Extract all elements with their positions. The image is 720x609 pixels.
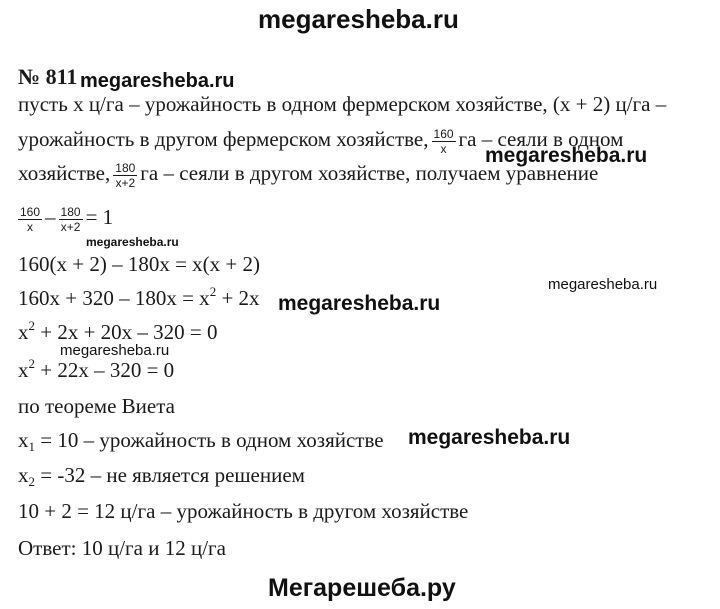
subscript: 1 bbox=[28, 439, 35, 454]
step-4-rest: + 22x – 320 = 0 bbox=[35, 358, 175, 382]
fraction-denominator: x bbox=[440, 141, 447, 156]
fraction-180-x2 bbox=[113, 161, 137, 190]
watermark-bottom: Мегарешеба.ру bbox=[268, 574, 456, 602]
fraction-denominator: x+2 bbox=[60, 219, 81, 234]
root-2 bbox=[18, 463, 305, 487]
watermark-right: megaresheba.ru bbox=[548, 276, 658, 293]
step-1: 160(x + 2) – 180x = x(x + 2) bbox=[18, 252, 261, 276]
calc-line: 10 + 2 = 12 ц/га – урожайность в другом хозяйстве bbox=[18, 499, 469, 523]
text-line-1: пусть x ц/га – урожайность в одном фермерском хозяйстве, (x + 2) ц/га – bbox=[18, 92, 667, 116]
fraction-denominator: x+2 bbox=[115, 175, 136, 190]
watermark-top: megaresheba.ru bbox=[258, 4, 459, 34]
watermark-small: megaresheba.ru bbox=[86, 235, 179, 249]
root-2-text: = -32 – не является решением bbox=[35, 463, 305, 487]
text-line-3 bbox=[18, 156, 598, 190]
main-equation bbox=[18, 199, 113, 235]
fraction-180-x2 bbox=[59, 205, 83, 234]
step-2-lhs: 160x + 320 – 180x = x bbox=[18, 286, 210, 310]
fraction-numerator: 180 bbox=[60, 204, 81, 219]
exponent: 2 bbox=[28, 356, 35, 371]
variable: x bbox=[18, 320, 29, 344]
variable: x bbox=[18, 463, 29, 487]
answer-line: Ответ: 10 ц/га и 12 ц/га bbox=[18, 536, 226, 560]
problem-number: № 811 bbox=[18, 64, 78, 89]
step-3 bbox=[18, 320, 218, 344]
variable: x bbox=[18, 428, 29, 452]
watermark-inline: megaresheba.ru bbox=[408, 426, 571, 449]
fraction-160-x bbox=[18, 205, 42, 234]
root-1-text: = 10 – урожайность в одном хозяйстве bbox=[35, 428, 384, 452]
exponent: 2 bbox=[209, 284, 217, 299]
fraction-numerator: 180 bbox=[115, 160, 136, 175]
subscript: 2 bbox=[28, 474, 35, 489]
watermark-small: megaresheba.ru bbox=[60, 342, 170, 359]
step-4 bbox=[18, 358, 174, 382]
step-2-rest: + 2x bbox=[216, 286, 260, 310]
fraction-numerator: 160 bbox=[433, 126, 454, 141]
text-line-3-end: га – сеяли в другом хозяйстве, получаем уравнение bbox=[140, 161, 599, 185]
fraction-numerator: 160 bbox=[20, 204, 41, 219]
equation-rhs: = 1 bbox=[85, 205, 114, 229]
variable: x bbox=[18, 358, 29, 382]
watermark-inline: megaresheba.ru bbox=[80, 70, 235, 92]
watermark-inline: megaresheba.ru bbox=[278, 292, 441, 315]
step-3-rest: + 2x + 20x – 320 = 0 bbox=[35, 320, 218, 344]
vieta-line: по теореме Виета bbox=[18, 394, 175, 418]
text-line-2-end: га – сеяли в одном bbox=[458, 127, 624, 151]
exponent: 2 bbox=[28, 318, 35, 333]
text-line-3-start: хозяйстве, bbox=[18, 161, 111, 185]
root-1 bbox=[18, 428, 384, 452]
fraction-160-x bbox=[432, 127, 456, 156]
step-2 bbox=[18, 286, 260, 310]
text-line-2-start: урожайность в другом фермерском хозяйстве, bbox=[18, 127, 429, 151]
watermark-inline: megaresheba.ru bbox=[485, 144, 648, 167]
fraction-denominator: x bbox=[27, 219, 34, 234]
minus-sign: – bbox=[45, 205, 56, 229]
